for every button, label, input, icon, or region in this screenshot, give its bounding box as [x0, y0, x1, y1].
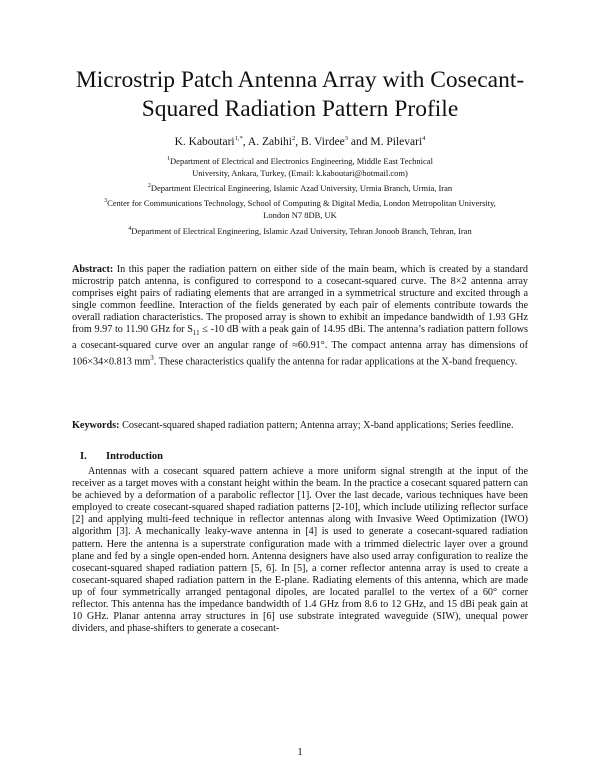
abstract-label: Abstract: — [72, 264, 114, 275]
affiliation-line: University, Ankara, Turkey, (Email: k.kaboutari@hotmail.com) — [192, 167, 408, 178]
author-name: A. Zabihi — [247, 136, 292, 148]
abstract-superscript: 3 — [150, 353, 154, 362]
keywords — [72, 420, 528, 432]
author-affiliation-mark: 1,* — [234, 135, 243, 142]
abstract-subscript: 11 — [192, 329, 200, 338]
keywords-text: Cosecant-squared shaped radiation pattern; Antenna array; X-band applications; Series feedline. — [119, 420, 514, 431]
author-list — [40, 136, 560, 148]
paper-title — [40, 66, 560, 124]
page-number: 1 — [297, 746, 303, 758]
author-name: M. Pilevari — [370, 136, 423, 148]
section-heading — [80, 451, 163, 462]
affiliation-line: Department Electrical Engineering, Islamic Azad University, Urmia Branch, Urmia, Iran — [150, 183, 453, 193]
author-separator: and — [348, 136, 371, 148]
keywords-label: Keywords: — [72, 420, 120, 431]
author-separator: , — [295, 136, 301, 148]
introduction-paragraph: Antennas with a cosecant squared pattern achieve a more uniform signal strength at the input of the receiver as a target moves with a constant height within the beam. In the practice a cosecant squared pattern can be achieved by a deformation of a parabolic reflector [1]. Over the last decade, various techniques have been employed to create cosecant-squared shaped radiation patterns [2-10], which include utilizing reflector surface [2] and applying multi-feed technique in reflector antennas along with Invasive Weed Optimization (IWO) algorithm [3]. A mechanically leaky-wave antenna in [4] is used to generate a cosecant-squared radiation pattern. Here the antenna is a superstrate configuration made with a trimmed dielectric layer over a ground plane and fed by a single open-ended horn. Antenna designers have also used array configuration to realize the cosecant-squared shaped radiation pattern [5, 6]. In [5], a corner reflector antenna array is used to create a cosecant-squared shaped radiation pattern in the E-plane. Radiating elements of this antenna, which are made up of four symmetrically arranged pentagonal dipoles, are located parallel to the vertex of a 60° corner reflector. This antenna has the impedance bandwidth of 1.4 GHz from 8.6 to 12 GHz, and 15 dBi peak gain at 10 GHz. Planar antenna array structures in [6] use substrate integrated waveguide (SIW), unequal power dividers, and phase-shifters to generate a cosecant- — [72, 466, 528, 635]
author-name: B. Virdee — [300, 136, 345, 148]
author-affiliation-mark: 4 — [422, 135, 426, 142]
affiliation-1 — [40, 156, 560, 179]
affiliation-4 — [40, 226, 560, 238]
affiliation-mark: 2 — [147, 183, 151, 189]
author-affiliation-mark: 2 — [291, 135, 296, 142]
affiliation-mark: 1 — [167, 156, 171, 162]
abstract-text: ≤ -10 dB with a peak gain of 14.95 dBi. The antenna’s radiation pattern follows a cosecant-squared curve over an angular range of ≈60.91°. The compact antenna array has dimensions of 106×34×0.813 mm — [72, 324, 528, 368]
affiliation-mark: 4 — [128, 226, 132, 232]
affiliation-2 — [40, 183, 560, 195]
title-line-1: Microstrip Patch Antenna Array with Cosecant- — [75, 67, 525, 93]
abstract-text: In this paper the radiation pattern on either side of the main beam, which is created by a standard microstrip patch antenna, is configured to correspond to a cosecant-squared curve. The 8×2 antenna array comprises eight pairs of radiating elements that are arranged in a symmetrical structure and excited through a single common feedline. Interaction of the fields generated by each pair of elements contribute towards the overall radiation characteristics. The proposed array is shown to exhibit an impedance bandwidth of 1.93 GHz from 9.97 to 11.90 GHz for S — [72, 264, 528, 336]
author-name: K. Kaboutari — [174, 136, 235, 148]
section-title: Introduction — [106, 451, 163, 462]
affiliation-line: Department of Electrical Engineering, Islamic Azad University, Tehran Jonoob Branch, Tehran, Iran — [131, 226, 472, 236]
affiliation-3 — [40, 198, 560, 221]
affiliation-mark: 3 — [104, 198, 108, 204]
abstract-text: . These characteristics qualify the antenna for radar applications at the X-band frequency. — [153, 356, 518, 368]
affiliation-line: Center for Communications Technology, School of Computing & Digital Media, London Metropolitan University, — [107, 198, 496, 208]
affiliation-line: Department of Electrical and Electronics Engineering, Middle East Technical — [170, 156, 433, 166]
abstract — [72, 264, 528, 368]
affiliation-line: London N7 8DB, UK — [263, 209, 337, 220]
section-number: I. — [80, 451, 87, 462]
author-separator: , — [242, 136, 248, 148]
author-affiliation-mark: 3 — [344, 135, 349, 142]
title-line-2: Squared Radiation Pattern Profile — [141, 96, 459, 122]
